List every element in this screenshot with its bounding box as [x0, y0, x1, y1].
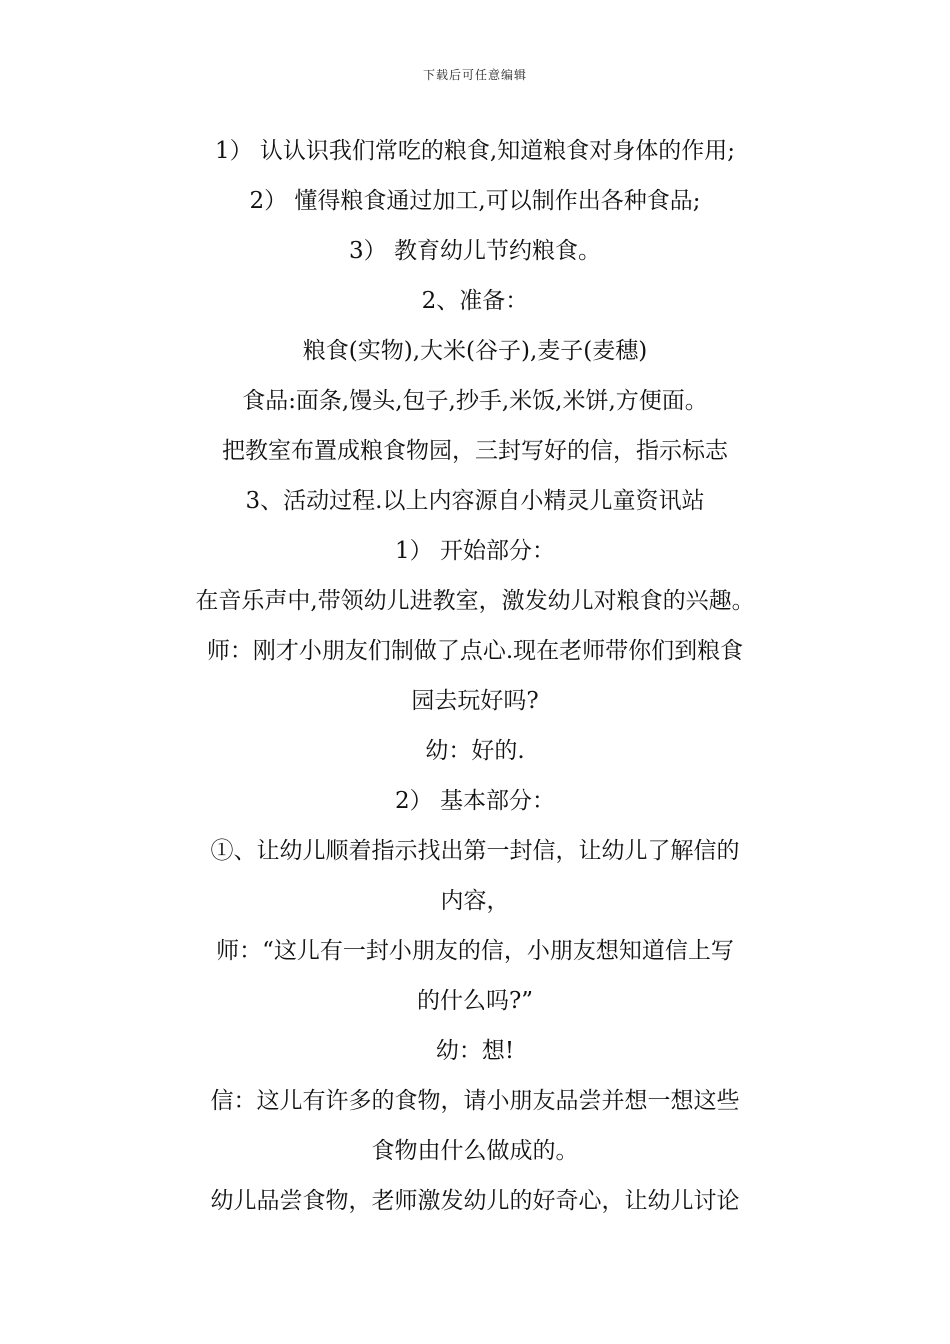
paragraph-line: 师：“这儿有一封小朋友的信，小朋友想知道信上写	[216, 938, 734, 964]
objective-line-3: 3） 教育幼儿节约粮食。	[349, 238, 601, 264]
paragraph-line: 在音乐声中,带领幼儿进教室，激发幼儿对粮食的兴趣。	[195, 588, 755, 614]
objective-line-1: 1） 认认识我们常吃的粮食,知道粮食对身体的作用;	[214, 138, 735, 164]
paragraph-line: 食物由什么做成的。	[371, 1138, 579, 1164]
paragraph-line: 幼儿品尝食物，老师激发幼儿的好奇心，让幼儿讨论	[210, 1188, 740, 1214]
paragraph-line: 的什么吗?”	[416, 988, 534, 1014]
paragraph-line: 幼：好的.	[425, 738, 525, 764]
preparation-grains: 粮食(实物),大米(谷子),麦子(麦穗)	[302, 338, 648, 364]
paragraph-line: 内容，	[440, 888, 510, 914]
subsection-heading-start: 1） 开始部分：	[395, 538, 555, 564]
paragraph-line: 幼：想!	[435, 1038, 515, 1064]
paragraph-line: 师：刚才小朋友们制做了点心.现在老师带你们到粮食	[206, 638, 744, 664]
paragraph-line: ①、让幼儿顺着指示找出第一封信，让幼儿了解信的	[210, 838, 740, 864]
objective-line-2: 2） 懂得粮食通过加工,可以制作出各种食品;	[249, 188, 701, 214]
paragraph-line: 园去玩好吗?	[411, 688, 539, 714]
section-heading-preparation: 2、准备：	[421, 288, 529, 314]
section-heading-process: 3、活动过程.以上内容源自小精灵儿童资讯站	[245, 488, 705, 514]
paragraph-line: 信：这儿有许多的食物，请小朋友品尝并想一想这些	[210, 1088, 740, 1114]
preparation-foods: 食品:面条,馒头,包子,抄手,米饭,米饼,方便面。	[242, 388, 708, 414]
preparation-classroom: 把教室布置成粮食物园，三封写好的信，指示标志	[222, 438, 728, 464]
page-header: 下载后可任意编辑	[422, 68, 527, 82]
document-body	[150, 126, 800, 1226]
subsection-heading-basic: 2） 基本部分：	[395, 788, 555, 814]
